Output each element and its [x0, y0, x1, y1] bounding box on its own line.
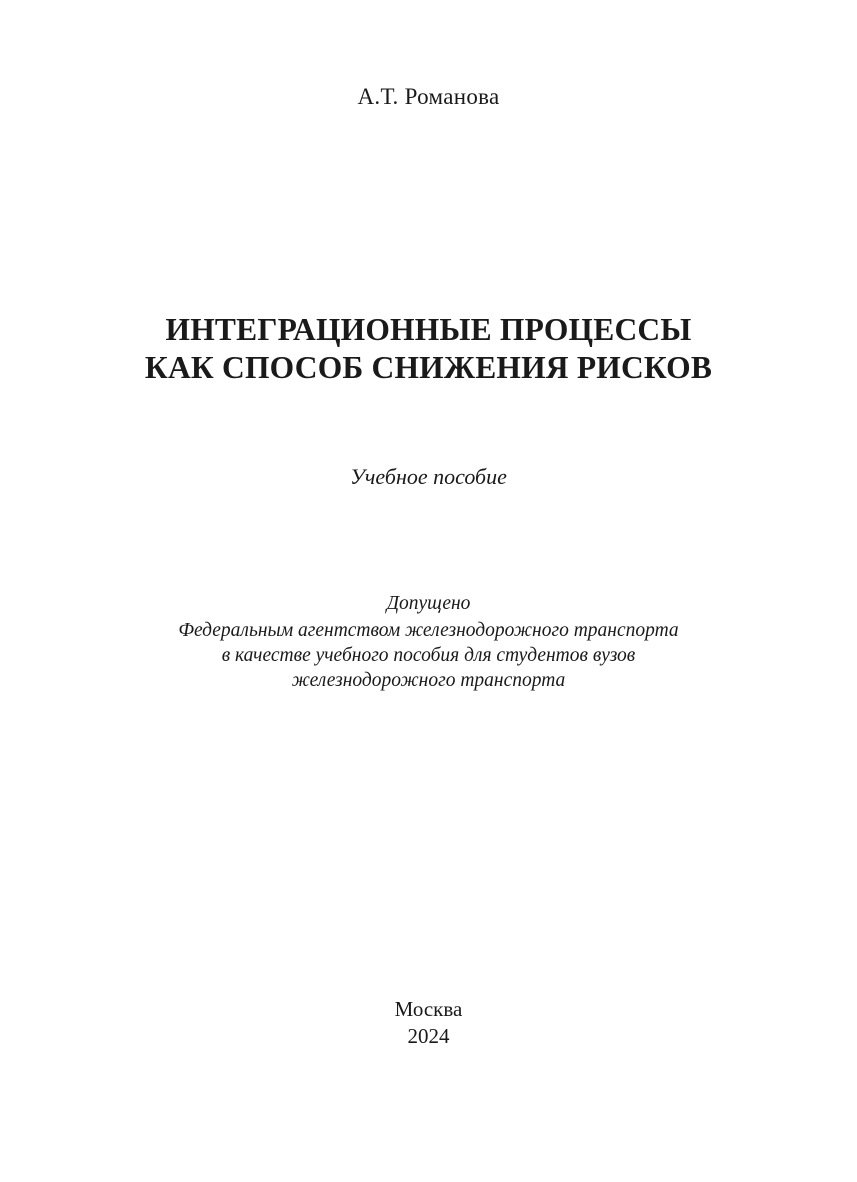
publication-city: Москва: [394, 997, 463, 1021]
book-title-line-1: ИНТЕГРАЦИОННЫЕ ПРОЦЕССЫ: [165, 312, 692, 347]
approval-line-2: Федеральным агентством железнодорожного транспорта: [178, 620, 679, 641]
author-name: А.Т. Романова: [357, 84, 500, 109]
approval-line-3: в качестве учебного пособия для студентов вузов: [221, 645, 636, 666]
book-title-line-2: КАК СПОСОБ СНИЖЕНИЯ РИСКОВ: [144, 350, 713, 385]
publication-year: 2024: [407, 1024, 450, 1048]
approval-line-4: железнодорожного транспорта: [291, 670, 566, 691]
approval-line-1: Допущено: [386, 593, 471, 614]
book-subtitle: Учебное пособие: [350, 464, 507, 489]
